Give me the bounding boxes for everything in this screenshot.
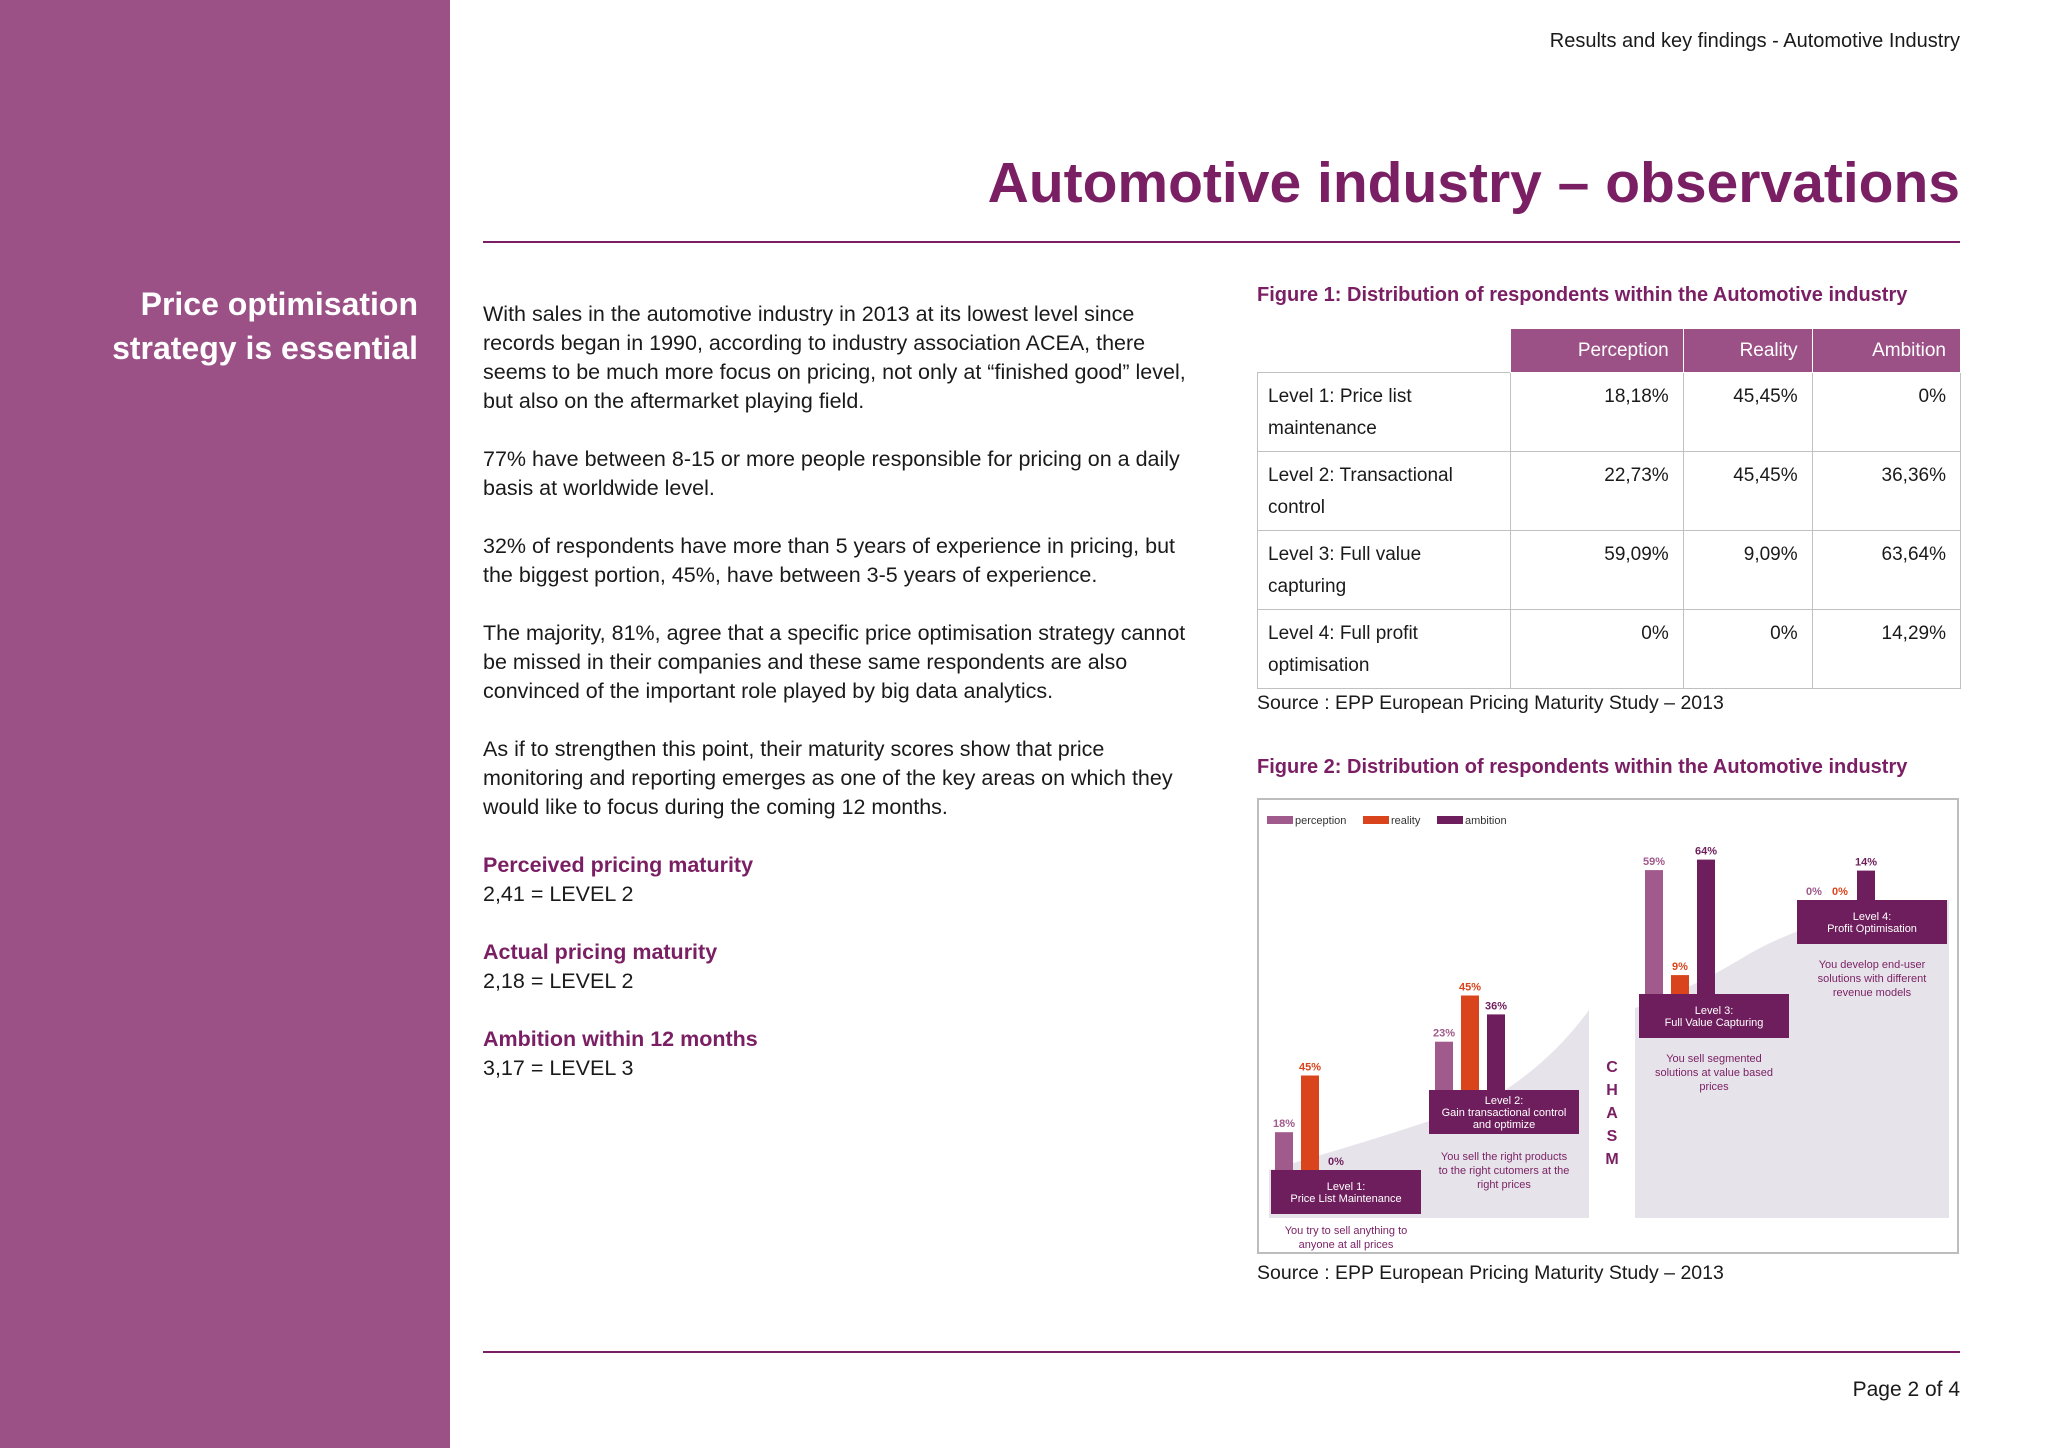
- bar-ambition-level2: [1487, 1014, 1505, 1090]
- bar-reality-level1: [1301, 1076, 1319, 1171]
- paragraph-4: The majority, 81%, agree that a specific price optimisation strategy cannot be missed in their companies and these same respondents are also convinced of the important role played by big data analytics.: [483, 621, 1186, 703]
- level-box-text-4: Level 4:: [1852, 911, 1892, 923]
- level-box-text-3: Full Value Capturing: [1664, 1017, 1764, 1029]
- level-description-2: to the right cutomers at the: [1438, 1165, 1570, 1177]
- row-label: Level 3: Full value capturing: [1258, 531, 1511, 610]
- maturity-bar-chart: [1259, 800, 1957, 1252]
- figure2-title: Figure 2: Distribution of respondents within the Automotive industry: [1257, 756, 1908, 778]
- metric-ambition: [483, 1025, 1203, 1083]
- level-description-4: solutions with different: [1817, 973, 1927, 985]
- metric-value: 2,41 = LEVEL 2: [483, 882, 634, 906]
- data-label-ambition-level2: 36%: [1484, 1000, 1508, 1013]
- page-title: Automotive industry – observations: [987, 151, 1960, 215]
- sidebar: [0, 0, 450, 1448]
- cell-perception: 22,73%: [1511, 452, 1684, 531]
- level-box-text-1: Price List Maintenance: [1290, 1193, 1402, 1205]
- table-header-perception: Perception: [1511, 329, 1684, 373]
- level-box-text-1: Level 1:: [1326, 1181, 1366, 1193]
- data-label-ambition-level1: 0%: [1328, 1156, 1344, 1168]
- data-label-ambition-level3: 64%: [1694, 845, 1718, 858]
- paragraph-3: 32% of respondents have more than 5 years of experience in pricing, but the biggest portion, 45%, have between 3-5 years of experience.: [483, 534, 1175, 587]
- level-box-text-4: Profit Optimisation: [1827, 923, 1917, 935]
- data-label-reality-level3: 9%: [1672, 961, 1688, 974]
- data-label-perception-level1: 18%: [1272, 1118, 1296, 1131]
- bar-ambition-level3: [1697, 860, 1715, 994]
- data-label-perception-level2: 23%: [1432, 1027, 1456, 1040]
- bottom-divider: [483, 1351, 1960, 1353]
- legend-swatch-reality: [1363, 816, 1389, 824]
- level-description-4: revenue models: [1832, 987, 1912, 999]
- table-row: [1258, 452, 1961, 531]
- table-header-reality: Reality: [1683, 329, 1812, 373]
- cell-reality: 45,45%: [1683, 373, 1812, 452]
- figure1-table: [1257, 328, 1961, 689]
- data-label-perception-level3: 59%: [1642, 856, 1666, 869]
- metric-value: 2,18 = LEVEL 2: [483, 969, 634, 993]
- legend-label-reality: reality: [1391, 815, 1421, 827]
- bar-perception-level1: [1275, 1132, 1293, 1170]
- bar-ambition-level4: [1857, 871, 1875, 900]
- cell-reality: 45,45%: [1683, 452, 1812, 531]
- level-box-text-2: and optimize: [1472, 1119, 1536, 1131]
- cell-ambition: 63,64%: [1812, 531, 1960, 610]
- cell-reality: 9,09%: [1683, 531, 1812, 610]
- sidebar-heading-line2: strategy is essential: [112, 330, 418, 366]
- cell-perception: 0%: [1511, 610, 1684, 689]
- cell-ambition: 14,29%: [1812, 610, 1960, 689]
- table-row: [1258, 373, 1961, 452]
- paragraph-2: 77% have between 8-15 or more people responsible for pricing on a daily basis at worldwide level.: [483, 447, 1180, 500]
- metric-label: Perceived pricing maturity: [483, 853, 754, 877]
- metric-actual: [483, 938, 1203, 996]
- level-description-2: right prices: [1477, 1179, 1531, 1191]
- legend-swatch-ambition: [1437, 816, 1463, 824]
- running-header: Results and key findings - Automotive Industry: [1549, 30, 1960, 52]
- level-description-4: You develop end-user: [1818, 959, 1926, 971]
- metric-label: Actual pricing maturity: [483, 940, 718, 964]
- sidebar-heading-line1: Price optimisation: [140, 286, 418, 322]
- figure2-source: Source : EPP European Pricing Maturity Study – 2013: [1257, 1262, 1724, 1284]
- legend-label-perception: perception: [1295, 815, 1347, 827]
- cell-perception: 18,18%: [1511, 373, 1684, 452]
- cell-ambition: 0%: [1812, 373, 1960, 452]
- level-description-3: You sell segmented: [1666, 1053, 1762, 1065]
- metric-value: 3,17 = LEVEL 3: [483, 1056, 634, 1080]
- paragraph-5: As if to strengthen this point, their maturity scores show that price monitoring and reporting emerges as one of the key areas on which they would like to focus during the coming 12 months.: [483, 737, 1173, 819]
- page-number: Page 2 of 4: [1852, 1378, 1960, 1401]
- level-description-3: solutions at value based: [1654, 1067, 1774, 1079]
- bar-reality-level3: [1671, 975, 1689, 994]
- paragraph-1: With sales in the automotive industry in 2013 at its lowest level since records began in 1990, according to industry association ACEA, there seems to be much more focus on pricing, not only at “finished good” level, but also on the aftermarket playing field.: [483, 302, 1186, 413]
- table-corner: [1258, 329, 1511, 373]
- chasm-letter: H: [1606, 1082, 1618, 1099]
- body-text: [483, 300, 1203, 1112]
- data-label-perception-level4: 0%: [1806, 886, 1822, 898]
- level-description-1: You try to sell anything to: [1284, 1225, 1408, 1237]
- level-box-text-2: Level 2:: [1484, 1095, 1524, 1107]
- level-description-2: You sell the right products: [1440, 1151, 1568, 1163]
- row-label: Level 1: Price list maintenance: [1258, 373, 1511, 452]
- top-divider: [483, 241, 1960, 243]
- data-label-reality-level2: 45%: [1458, 981, 1482, 994]
- metric-perceived: [483, 851, 1203, 909]
- table-row: [1258, 531, 1961, 610]
- figure2-chart: [1257, 798, 1959, 1254]
- level-description-3: prices: [1699, 1081, 1729, 1093]
- figure1-source: Source : EPP European Pricing Maturity Study – 2013: [1257, 692, 1724, 714]
- bar-reality-level2: [1461, 996, 1479, 1091]
- chasm-letter: A: [1606, 1105, 1618, 1122]
- row-label: Level 2: Transactional control: [1258, 452, 1511, 531]
- legend-swatch-perception: [1267, 816, 1293, 824]
- data-label-ambition-level4: 14%: [1854, 856, 1878, 869]
- legend-label-ambition: ambition: [1465, 815, 1507, 827]
- data-label-reality-level4: 0%: [1832, 886, 1848, 898]
- chasm-letter: C: [1606, 1059, 1618, 1076]
- figure1-title: Figure 1: Distribution of respondents within the Automotive industry: [1257, 284, 1908, 306]
- sidebar-heading: [18, 282, 418, 370]
- metric-label: Ambition within 12 months: [483, 1027, 758, 1051]
- data-label-reality-level1: 45%: [1298, 1061, 1322, 1074]
- bar-perception-level3: [1645, 870, 1663, 994]
- chasm-label: [1605, 1059, 1618, 1168]
- table-row: [1258, 610, 1961, 689]
- chasm-text: [1605, 1059, 1618, 1168]
- level-box-text-2: Gain transactional control: [1441, 1107, 1567, 1119]
- chasm-letter: S: [1606, 1128, 1618, 1145]
- level-box-text-3: Level 3:: [1694, 1005, 1734, 1017]
- table-header-ambition: Ambition: [1812, 329, 1960, 373]
- row-label: Level 4: Full profit optimisation: [1258, 610, 1511, 689]
- cell-perception: 59,09%: [1511, 531, 1684, 610]
- cell-reality: 0%: [1683, 610, 1812, 689]
- bar-perception-level2: [1435, 1042, 1453, 1090]
- chasm-letter: M: [1605, 1151, 1619, 1168]
- chart-legend: [1267, 815, 1507, 827]
- cell-ambition: 36,36%: [1812, 452, 1960, 531]
- level-description-1: anyone at all prices: [1298, 1239, 1394, 1251]
